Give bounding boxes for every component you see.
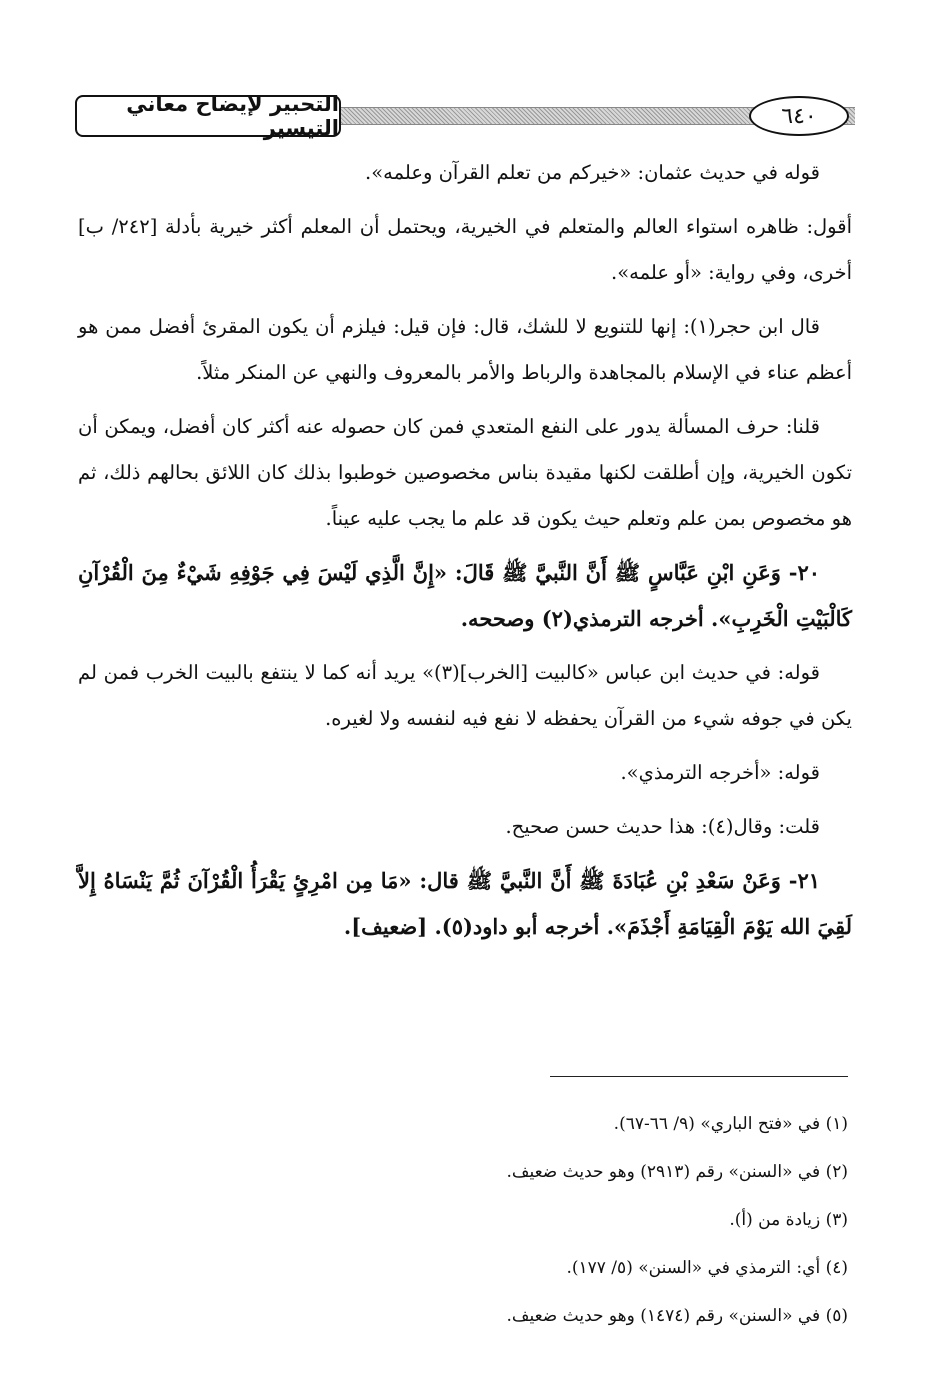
page-number: ٦٤٠ (749, 96, 849, 136)
page-header (75, 92, 855, 140)
footnote-5: (٥) في «السنن» رقم (١٤٧٤) وهو حديث ضعيف. (506, 1306, 848, 1326)
footnote-1: (١) في «فتح الباري» (٩/ ٦٦-٦٧). (613, 1114, 848, 1134)
paragraph-6: قوله: في حديث ابن عباس «كالبيت [الخرب](٣)» يريد أنه كما لا ينتفع بالبيت الخرب فمن لم يكن في جوفه شيء من القرآن يحفظه لا نفع فيه لنفسه ولا لغيره. (78, 661, 852, 730)
footnotes (78, 1100, 848, 1340)
paragraph-1: قوله في حديث عثمان: «خيركم من تعلم القرآن وعلمه». (365, 161, 820, 184)
paragraph-2: أقول: ظاهره استواء العالم والمتعلم في الخيرية، ويحتمل أن المعلم أكثر خيرية بأدلة [٢٤٢/ ب] أخرى، وفي رواية: «أو علمه». (78, 215, 852, 284)
hadith-20: ٢٠- وَعَنِ ابْنِ عَبَّاسٍ ﷺ أَنَّ النَّبيَّ ﷺ قَالَ: «إِنَّ الَّذِي لَيْسَ فِي جَوْفِهِ شَيْءٌ مِنَ الْقُرْآنِ كَالْبَيْتِ الْخَرِبِ». أخرجه الترمذي(٢) وصححه. (78, 560, 852, 631)
footnote-4: (٤) أي: الترمذي في «السنن» (٥/ ١٧٧). (566, 1258, 848, 1278)
footnote-2: (٢) في «السنن» رقم (٢٩١٣) وهو حديث ضعيف. (506, 1162, 848, 1182)
paragraph-8: قلت: وقال(٤): هذا حديث حسن صحيح. (505, 815, 820, 838)
paragraph-7: قوله: «أخرجه الترمذي». (620, 761, 820, 784)
paragraph-4: قلنا: حرف المسألة يدور على النفع المتعدي فمن كان حصوله عنه أكثر كان أفضل، ويمكن أن تكون الخيرية، وإن أطلقت لكنها مقيدة بناس مخصوصين خوطبوا بذلك كان اللائق بحالهم ذلك، ثم هو مخصوص بمن علم وتعلم حيث يكون قد علم ما يجب عليه عيناً. (78, 415, 852, 530)
paragraph-3: قال ابن حجر(١): إنها للتنويع لا للشك، قال: فإن قيل: فيلزم أن يكون المقرئ أفضل ممن هو أعظم عناء في الإسلام بالمجاهدة والرباط والأمر بالمعروف والنهي عن المنكر مثلاً. (78, 315, 852, 384)
footnote-3: (٣) زيادة من (أ). (729, 1210, 848, 1230)
book-title: التحبير لإيضاح معاني التيسير (75, 95, 341, 137)
hadith-21: ٢١- وَعَنْ سَعْدِ بْنِ عُبَادَةَ ﷺ أَنَّ النَّبيَّ ﷺ قال: «مَا مِن امْرِئٍ يَقْرَأُ الْقُرْآنَ ثُمَّ يَنْسَاهُ إِلاَّ لَقِيَ الله يَوْمَ الْقِيَامَةِ أَجْذَمَ». أخرجه أبو داود(٥). [ضعيف]. (78, 868, 852, 939)
main-text (78, 150, 852, 958)
footnote-separator (550, 1076, 848, 1077)
